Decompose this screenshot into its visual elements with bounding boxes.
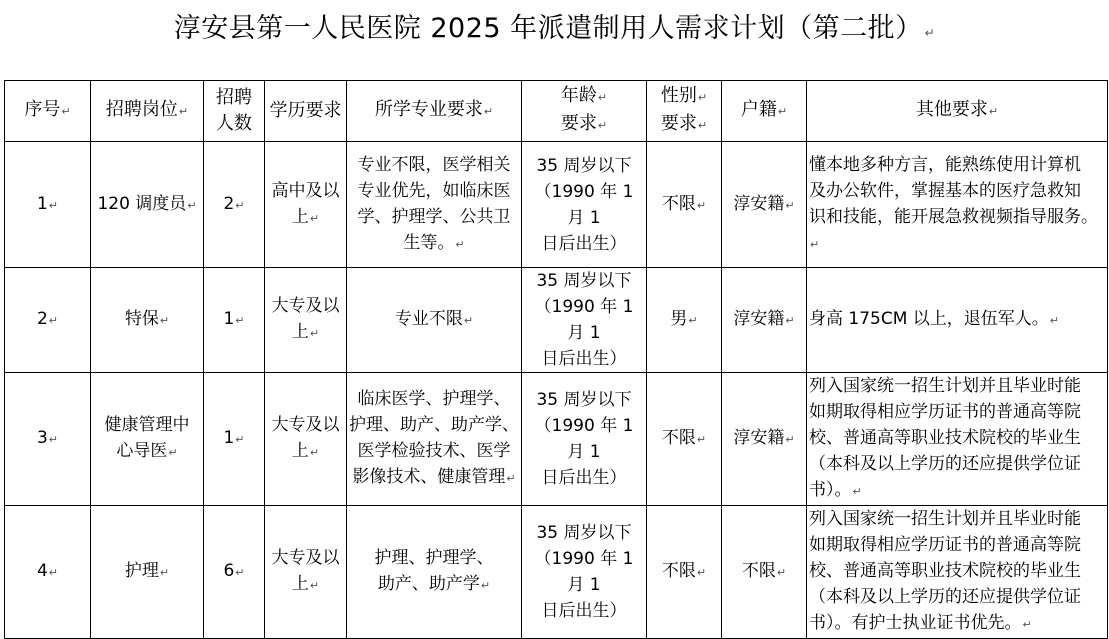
cell-line: 专业不限↵: [394, 309, 474, 329]
cell-line: 高中及以: [271, 180, 340, 201]
table-row: [5, 373, 1108, 506]
cell-text: 3: [36, 428, 48, 448]
cell-text: 淳安籍: [733, 428, 785, 448]
cell-text: 不限: [661, 193, 696, 214]
paragraph-mark: ↵: [309, 327, 320, 340]
cell-line: 35 周岁以下: [536, 271, 632, 291]
cell-text: 淳安籍: [733, 309, 785, 329]
paragraph-mark: ↵: [785, 314, 795, 327]
header-other: 其他要求↵: [807, 81, 1108, 142]
cell-line: 健康管理中: [104, 415, 190, 435]
cell-text: 淳安籍: [733, 193, 785, 214]
cell-line: （1990 年 1 月 1: [534, 416, 634, 462]
cell-text: 2: [36, 309, 48, 329]
cell-post: [91, 373, 204, 506]
cell-education: [265, 142, 347, 268]
cell-hukou: [722, 506, 807, 639]
cell-line: 大专及以: [271, 415, 340, 435]
header-count: 招聘 人数: [204, 81, 265, 142]
cell-count: [204, 268, 265, 373]
cell-line: 大专及以: [271, 296, 340, 316]
cell-line: 影像技术、健康管理↵: [352, 467, 516, 487]
header-row: [5, 81, 1108, 142]
cell-line: （1990 年 1 月 1: [534, 297, 634, 343]
paragraph-mark: ↵: [480, 579, 491, 592]
cell-count: [204, 506, 265, 639]
cell-line: （本科及以上学历的还应提供学位证: [809, 587, 1081, 607]
paragraph-mark: ↵: [235, 433, 245, 446]
cell-post: [91, 268, 204, 373]
cell-line: 120 调度员↵: [97, 193, 197, 214]
table-header: [5, 81, 1108, 142]
paragraph-mark: ↵: [463, 314, 474, 327]
cell-line: 日后出生）: [541, 349, 627, 369]
cell-sex: [647, 142, 722, 268]
paragraph-mark: ↵: [455, 237, 465, 251]
cell-line: （1990 年 1 月 1: [534, 549, 634, 595]
header-seq: 序号↵: [5, 81, 91, 142]
cell-age: [522, 268, 647, 373]
paragraph-mark: ↵: [696, 566, 707, 579]
cell-line: 35 周岁以下: [536, 155, 632, 176]
paragraph-mark: ↵: [309, 211, 320, 225]
cell-sex: [647, 506, 722, 639]
cell-age: [522, 142, 647, 268]
cell-text: 不限: [661, 561, 696, 581]
paragraph-mark: ↵: [852, 485, 862, 498]
cell-text: 1: [223, 309, 235, 329]
cell-line: 校、普通高等职业技术院校的毕业生: [809, 428, 1081, 448]
cell-line: 上↵: [291, 441, 320, 461]
paragraph-mark: ↵: [785, 198, 795, 212]
cell-line: 书）。↵: [809, 480, 862, 500]
paragraph-mark: ↵: [785, 433, 795, 446]
page-title: [0, 6, 1109, 45]
paragraph-mark: ↵: [924, 26, 936, 40]
cell-line: 35 周岁以下: [536, 523, 632, 543]
header-post: 招聘岗位↵: [91, 81, 204, 142]
cell-text: 4: [36, 561, 48, 581]
cell-line: （本科及以上学历的还应提供学位证: [809, 454, 1081, 474]
cell-line: 护理、助产、助产学、: [349, 415, 519, 435]
header-sex: 性别↵ 要求↵: [647, 81, 722, 142]
cell-line: 助产、助产学↵: [377, 574, 491, 594]
cell-line: 身高 175CM 以上，退伍军人。↵: [809, 309, 1060, 329]
page-title-text: 淳安县第一人民医院 2025 年派遣制用人需求计划（第二批）: [173, 13, 923, 44]
cell-line: 生等。↵: [403, 232, 465, 253]
paragraph-mark: ↵: [696, 198, 707, 212]
cell-age: [522, 506, 647, 639]
header-education: 学历要求: [265, 81, 347, 142]
cell-text: 男: [670, 309, 688, 329]
paragraph-mark: ↵: [1022, 618, 1032, 631]
table-row: [5, 142, 1108, 268]
cell-line: 医学检验技术、医学: [357, 441, 511, 461]
cell-line: 临床医学、护理学、: [357, 389, 511, 409]
cell-seq: [5, 268, 91, 373]
paragraph-mark: ↵: [48, 566, 59, 579]
cell-other: [807, 142, 1108, 268]
cell-line: 特保↵: [124, 309, 170, 329]
paragraph-mark: ↵: [810, 237, 820, 251]
paragraph-mark: ↵: [235, 198, 245, 212]
cell-age: [522, 373, 647, 506]
paragraph-mark: ↵: [168, 446, 178, 459]
cell-line: 校、普通高等职业技术院校的毕业生: [809, 561, 1081, 581]
paragraph-mark: ↵: [506, 472, 516, 485]
cell-text: 2: [223, 193, 235, 214]
table-body: [5, 142, 1108, 639]
paragraph-mark: ↵: [776, 566, 787, 579]
cell-text: 1: [223, 428, 235, 448]
paragraph-mark: ↵: [696, 433, 707, 446]
cell-major: [347, 506, 522, 639]
cell-line: 懂本地多种方言，能熟练使用计算机: [809, 154, 1081, 175]
cell-major: [347, 373, 522, 506]
cell-text: 不限: [741, 561, 776, 581]
cell-text: 1: [36, 193, 48, 214]
table-row: [5, 506, 1108, 639]
cell-line: 列入国家统一招生计划并且毕业时能: [809, 509, 1081, 529]
cell-hukou: [722, 373, 807, 506]
cell-hukou: [722, 268, 807, 373]
cell-line: 识和技能，能开展急救视频指导服务。↵: [809, 206, 1098, 251]
cell-line: 上↵: [291, 574, 320, 594]
cell-major: [347, 268, 522, 373]
recruitment-table: [4, 80, 1108, 639]
cell-line: 列入国家统一招生计划并且毕业时能: [809, 376, 1081, 396]
cell-line: 及办公软件，掌握基本的医疗急救知: [809, 180, 1081, 201]
cell-line: 如期取得相应学历证书的普通高等院: [809, 402, 1081, 422]
cell-line: 上↵: [291, 322, 320, 342]
cell-sex: [647, 268, 722, 373]
paragraph-mark: ↵: [48, 198, 59, 212]
cell-seq: [5, 373, 91, 506]
cell-line: 大专及以: [271, 548, 340, 568]
cell-education: [265, 373, 347, 506]
paragraph-mark: ↵: [309, 579, 320, 592]
cell-count: [204, 142, 265, 268]
header-age: 年龄↵ 要求↵: [522, 81, 647, 142]
paragraph-mark: ↵: [235, 314, 245, 327]
cell-line: 日后出生）: [541, 601, 627, 621]
cell-text: 不限: [661, 428, 696, 448]
cell-hukou: [722, 142, 807, 268]
paragraph-mark: ↵: [235, 566, 245, 579]
header-hukou: 户籍↵: [722, 81, 807, 142]
cell-line: 专业不限，医学相关: [357, 154, 511, 175]
cell-other: [807, 373, 1108, 506]
cell-education: [265, 506, 347, 639]
cell-post: [91, 142, 204, 268]
paragraph-mark: ↵: [48, 433, 59, 446]
cell-line: 书）。有护士执业证书优先。↵: [809, 613, 1032, 633]
cell-line: 学、护理学、公共卫: [357, 206, 511, 227]
cell-sex: [647, 373, 722, 506]
cell-seq: [5, 506, 91, 639]
cell-text: 6: [223, 561, 235, 581]
cell-line: 日后出生）: [541, 468, 627, 488]
cell-post: [91, 506, 204, 639]
paragraph-mark: ↵: [688, 314, 698, 327]
paragraph-mark: ↵: [48, 314, 59, 327]
cell-line: 心导医↵: [116, 441, 178, 461]
cell-count: [204, 373, 265, 506]
cell-education: [265, 268, 347, 373]
cell-other: [807, 506, 1108, 639]
cell-line: 护理、护理学、: [374, 548, 494, 568]
table-row: [5, 268, 1108, 373]
paragraph-mark: ↵: [1049, 314, 1060, 327]
cell-line: 35 周岁以下: [536, 390, 632, 410]
paragraph-mark: ↵: [159, 566, 170, 579]
header-major: 所学专业要求↵: [347, 81, 522, 142]
cell-line: 日后出生）: [541, 233, 627, 254]
cell-line: 专业优先，如临床医: [357, 180, 511, 201]
cell-major: [347, 142, 522, 268]
cell-line: 如期取得相应学历证书的普通高等院: [809, 535, 1081, 555]
cell-line: （1990 年 1 月 1: [534, 181, 634, 228]
paragraph-mark: ↵: [309, 446, 320, 459]
paragraph-mark: ↵: [159, 314, 170, 327]
cell-other: [807, 268, 1108, 373]
paragraph-mark: ↵: [187, 198, 197, 212]
cell-line: 上↵: [291, 206, 320, 227]
cell-line: 护理↵: [124, 561, 170, 581]
cell-seq: [5, 142, 91, 268]
